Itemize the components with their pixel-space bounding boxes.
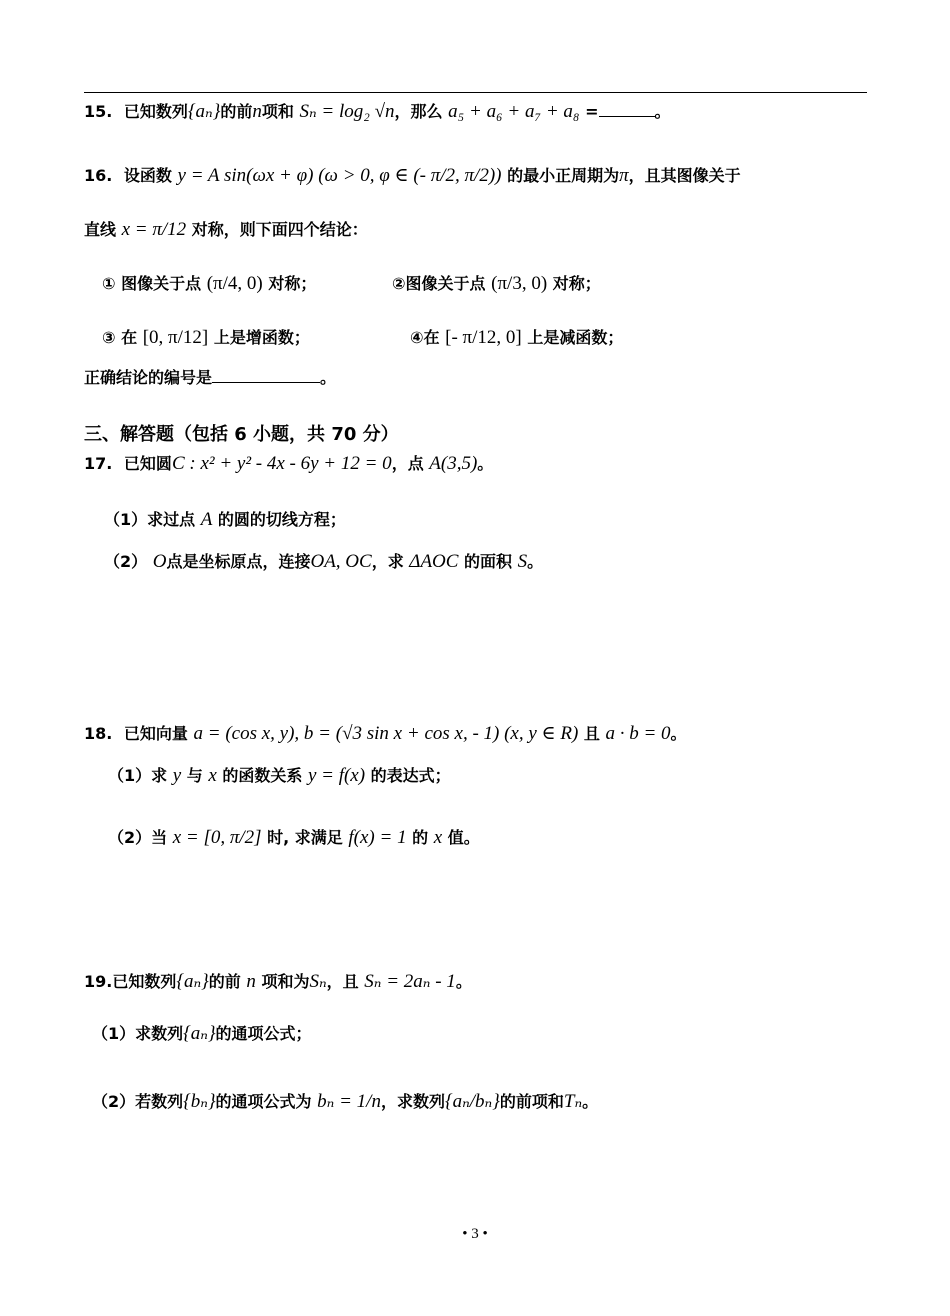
q16-answer-line	[84, 370, 336, 386]
q16-answer-end: 。	[320, 368, 337, 387]
q16-c2-end: 对称；	[552, 274, 601, 293]
q15-expr: a₅ + a₆ + a₇ + a₈	[448, 101, 580, 122]
question-19	[84, 972, 472, 991]
q16-c2-label: ②图像关于点	[392, 274, 486, 293]
q19-seq: {aₙ}	[176, 971, 209, 992]
q19-p1-seq: {aₙ}	[183, 1023, 216, 1044]
q17-point: A(3,5)	[429, 453, 478, 474]
q17-circle: C : x² + y² - 4x - 6y + 12 = 0	[171, 453, 392, 474]
q19-text-5: 。	[455, 972, 472, 991]
q17-text-2: ，点	[391, 454, 424, 473]
q19-number: 19.	[84, 972, 113, 991]
q19-p2-formula: bₙ = 1/n	[317, 1091, 381, 1112]
q19-text-2: 的前	[208, 972, 241, 991]
q15-n: n	[252, 101, 262, 122]
question-17	[84, 454, 493, 473]
q19-n: n	[246, 971, 256, 992]
q16-number: 16.	[84, 166, 113, 185]
q18-p1-text-1: 与	[186, 766, 203, 785]
q19-text-1: 已知数列	[112, 972, 177, 991]
q16-axis-line	[84, 220, 368, 239]
q18-p2-label: （2）当	[108, 828, 168, 847]
q16-c1-end: 对称；	[268, 274, 317, 293]
question-18	[84, 724, 687, 743]
q16-c1-point: (π/4, 0)	[206, 273, 263, 294]
q18-p1-text-2: 的函数关系	[222, 766, 303, 785]
q18-text-3: 。	[670, 724, 687, 743]
q16-text-3: ，且其图像关于	[628, 166, 741, 185]
q19-p2-end: 。	[582, 1092, 599, 1111]
q18-p1-x: x	[208, 765, 217, 786]
q18-vectors: a = (cos x, y), b = (√3 sin x + cos x, - 1) (x, y ∈ R)	[193, 723, 579, 744]
q16-text-4: 直线	[84, 220, 117, 239]
q15-equals: =	[585, 102, 599, 121]
q16-conclusion-2	[392, 274, 601, 293]
question-15	[84, 102, 671, 121]
q15-text-3: 项和	[261, 102, 294, 121]
q17-p2-text-3: 的面积	[464, 552, 513, 571]
q15-answer-blank	[599, 116, 655, 117]
q16-conclusion-1	[102, 274, 316, 293]
q16-answer-label: 正确结论的编号是	[84, 368, 213, 387]
q18-part-1	[108, 766, 451, 785]
q16-c1-label: ① 图像关于点	[102, 274, 202, 293]
q18-p1-text-3: 的表达式；	[370, 766, 451, 785]
q17-p1-label: （1）求过点	[104, 510, 196, 529]
q16-c3-end: 上是增函数；	[213, 328, 310, 347]
q17-p2-end: 。	[527, 552, 544, 571]
q19-p2-T: Tₙ	[563, 1091, 583, 1112]
q15-text-4: ，那么	[394, 102, 443, 121]
q19-p2-text-3: 的前项和	[499, 1092, 564, 1111]
q16-conclusion-4	[410, 328, 623, 347]
q17-p2-segments: OA, OC	[310, 551, 372, 572]
q17-p1-text: 的圆的切线方程；	[217, 510, 346, 529]
q18-p2-text-1: 时, 求满足	[267, 828, 343, 847]
q16-answer-blank	[212, 382, 320, 383]
q16-text-2: 的最小正周期为	[507, 166, 620, 185]
q16-c4-label: ④在	[410, 328, 440, 347]
q15-number: 15.	[84, 102, 113, 121]
q19-text-4: ，且	[326, 972, 359, 991]
question-16	[84, 166, 741, 185]
q17-part-1	[104, 510, 346, 529]
q18-p1-y: y	[172, 765, 182, 786]
q17-p2-area: S	[517, 551, 528, 572]
q19-p1-label: （1）求数列	[92, 1024, 184, 1043]
q18-p2-text-2: 的	[412, 828, 429, 847]
q15-text-2: 的前	[220, 102, 253, 121]
q17-p2-text-1: 点是坐标原点，连接	[166, 552, 311, 571]
q19-p1-text: 的通项公式；	[215, 1024, 312, 1043]
q19-p2-ratio: {aₙ/bₙ}	[444, 1091, 500, 1112]
q16-conclusion-3	[102, 328, 310, 347]
q17-text-1: 已知圆	[123, 454, 172, 473]
q16-function: y = A sin(ωx + φ) (ω > 0, φ ∈ (- π/2, π/2))	[177, 165, 502, 186]
q16-c3-interval: [0, π/12]	[142, 327, 209, 348]
q18-part-2	[108, 828, 480, 847]
q17-p2-text-2: ，求	[371, 552, 404, 571]
q19-p2-label: （2）若数列	[92, 1092, 184, 1111]
q17-p2-triangle: ΔAOC	[409, 551, 459, 572]
q15-formula: Sₙ = log₂ √n	[299, 101, 395, 122]
q16-axis: x = π/12	[121, 219, 187, 240]
q18-p1-label: （1）求	[108, 766, 168, 785]
section-heading: 三、解答题（包括 6 小题，共 70 分）	[84, 424, 399, 445]
q17-p2-label: （2）	[104, 552, 148, 571]
q19-part-1	[92, 1024, 312, 1043]
q19-text-3: 项和为	[261, 972, 310, 991]
q17-part-2	[104, 552, 543, 571]
q16-pi: π	[619, 165, 629, 186]
q16-c4-end: 上是减函数；	[527, 328, 624, 347]
q18-p2-text-3: 值。	[447, 828, 480, 847]
q18-text-1: 已知向量	[123, 724, 188, 743]
q17-p1-point: A	[200, 509, 213, 530]
q18-p1-function: y = f(x)	[307, 765, 366, 786]
q16-text-5: 对称，则下面四个结论：	[191, 220, 368, 239]
q18-text-2: 且	[583, 724, 600, 743]
q19-p2-text-2: ，求数列	[380, 1092, 445, 1111]
q16-text-1: 设函数	[123, 166, 172, 185]
q17-p2-origin: O	[152, 551, 167, 572]
q17-number: 17.	[84, 454, 113, 473]
q19-p2-seq: {bₙ}	[183, 1091, 216, 1112]
q19-relation: Sₙ = 2aₙ - 1	[364, 971, 456, 992]
q18-condition: a · b = 0	[605, 723, 671, 744]
q15-text-1: 已知数列	[123, 102, 188, 121]
header-rule	[84, 92, 867, 93]
q18-p2-x: x	[433, 827, 443, 848]
q19-sum: Sₙ	[309, 971, 327, 992]
q19-part-2	[92, 1092, 598, 1111]
q15-seq: {aₙ}	[187, 101, 221, 122]
q18-p2-interval: x = [0, π/2]	[172, 827, 262, 848]
q18-number: 18.	[84, 724, 113, 743]
page-number: • 3 •	[462, 1226, 488, 1242]
q15-end: 。	[654, 102, 671, 121]
q17-text-3: 。	[477, 454, 494, 473]
q16-c4-interval: [- π/12, 0]	[445, 327, 522, 348]
q18-p2-equation: f(x) = 1	[348, 827, 407, 848]
q16-c3-label: ③ 在	[102, 328, 138, 347]
q16-c2-point: (π/3, 0)	[491, 273, 548, 294]
q19-p2-text-1: 的通项公式为	[215, 1092, 312, 1111]
